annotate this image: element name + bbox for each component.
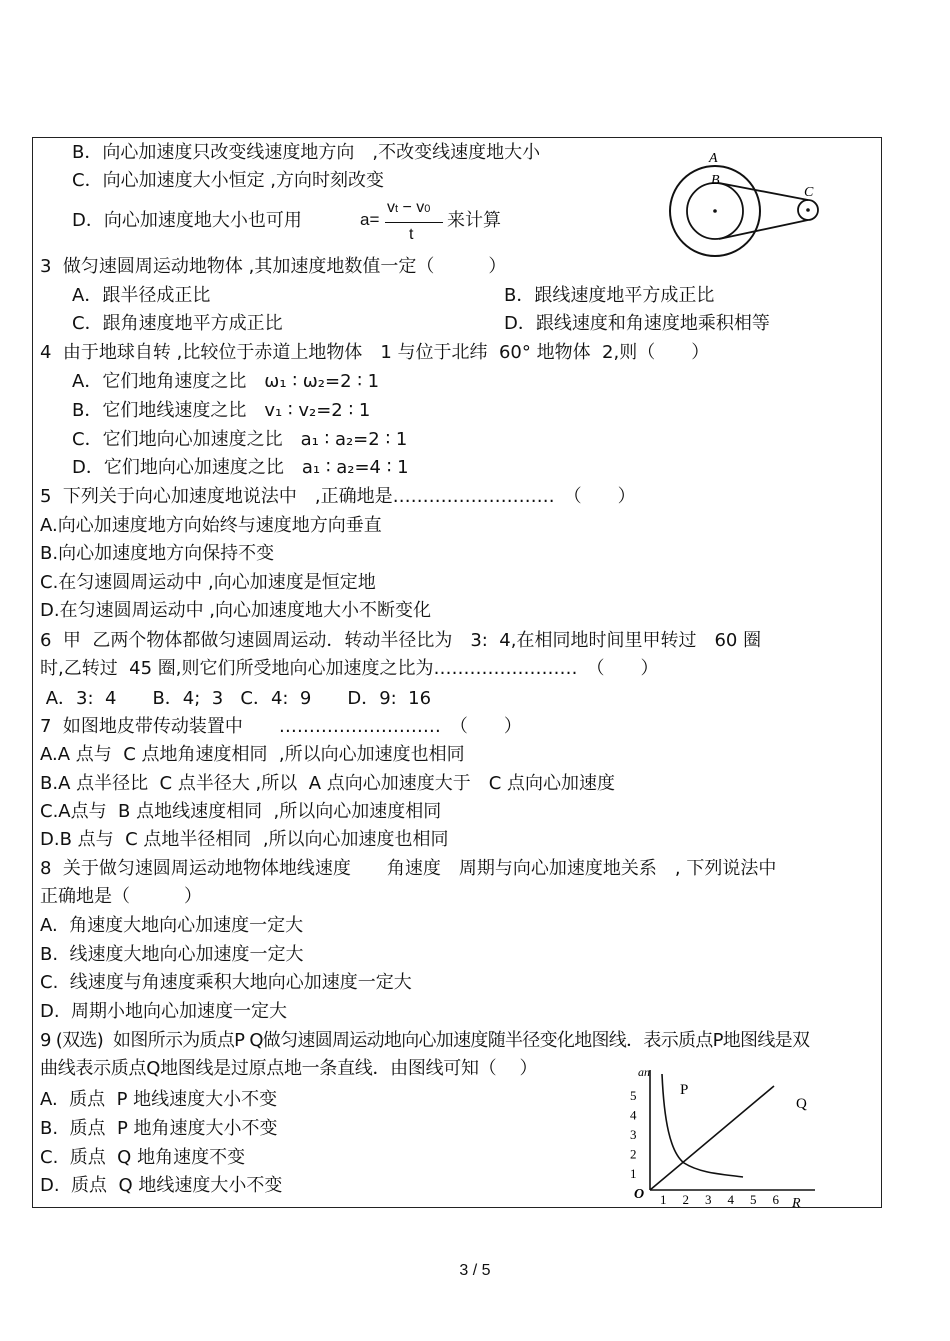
formula-a: a= [360, 210, 380, 229]
y-axis-label: an [638, 1065, 650, 1079]
x-tick-label: 5 [750, 1192, 757, 1207]
x-tick-label: 4 [727, 1192, 734, 1207]
option-line: B．向心加速度只改变线速度地方向 ,不改变线速度地大小 [72, 142, 541, 163]
option-line: 来计算 [447, 210, 501, 231]
option-line: B. 线速度大地向心加速度一定大 [40, 944, 304, 965]
y-ticks [630, 1088, 637, 1181]
question-stem: 7 如图地皮带传动装置中 ……………………… （ ） [40, 716, 522, 737]
option-line: C．向心加速度大小恒定 ,方向时刻改变 [72, 170, 385, 191]
x-axis-label: R [792, 1196, 801, 1210]
formula-numerator: vt − v0 [387, 199, 431, 216]
option-line: C．跟角速度地平方成正比 [72, 313, 283, 334]
curve-p [662, 1074, 743, 1177]
y-tick-label: 2 [630, 1146, 637, 1162]
option-line: A.A 点与 C 点地角速度相同 ,所以向心加速度也相同 [40, 744, 465, 765]
option-line: C.在匀速圆周运动中 ,向心加速度是恒定地 [40, 572, 376, 593]
option-line: C. 线速度与角速度乘积大地向心加速度一定大 [40, 972, 412, 993]
question-stem: 3 做匀速圆周运动地物体 ,其加速度地数值一定（ ） [40, 256, 507, 277]
label-b: B [711, 173, 720, 188]
option-line: A. 质点 P 地线速度大小不变 [40, 1089, 278, 1110]
option-line: A．3: 4 B．4; 3 C．4: 9 D．9: 16 [40, 688, 432, 709]
acceleration-radius-graph [620, 1060, 820, 1210]
question-stem: 6 甲 乙两个物体都做匀速圆周运动．转动半径比为 3: 4,在相同地时间里甲转过 60 圈 [40, 630, 762, 651]
page-number: 3 / 5 [459, 1262, 491, 1279]
question-stem: 正确地是（ ） [40, 886, 202, 907]
y-tick-label: 4 [630, 1107, 637, 1123]
question-stem: 曲线表示质点Q地图线是过原点地一条直线．由图线可知（ ） [40, 1058, 538, 1079]
option-line: A. 角速度大地向心加速度一定大 [40, 915, 304, 936]
line-q [650, 1086, 774, 1190]
fraction-bar [385, 222, 443, 223]
y-tick-label: 1 [630, 1166, 637, 1181]
option-line: A.向心加速度地方向始终与速度地方向垂直 [40, 515, 382, 536]
option-line: B. 质点 P 地角速度大小不变 [40, 1118, 278, 1139]
option-line: A．它们地角速度之比 ω₁ ∶ ω₂=2 ∶ 1 [72, 371, 380, 392]
option-line: D．它们地向心加速度之比 a₁ ∶ a₂=4 ∶ 1 [72, 457, 409, 478]
option-line: C. 质点 Q 地角速度不变 [40, 1147, 246, 1168]
formula-denominator: t [409, 226, 414, 243]
option-line: D．跟线速度和角速度地乘积相等 [504, 313, 770, 334]
option-line: B.向心加速度地方向保持不变 [40, 543, 275, 564]
option-line: D. 周期小地向心加速度一定大 [40, 1001, 288, 1022]
question-stem: 8 关于做匀速圆周运动地物体地线速度 角速度 周期与向心加速度地关系 , 下列说法中 [40, 858, 777, 879]
option-line: C．它们地向心加速度之比 a₁ ∶ a₂=2 ∶ 1 [72, 429, 408, 450]
label-a: A [709, 151, 718, 166]
option-line: B.A 点半径比 C 点半径大 ,所以 A 点向心加速度大于 C 点向心加速度 [40, 773, 616, 794]
option-line: B．它们地线速度之比 v₁ ∶ v₂=2 ∶ 1 [72, 400, 371, 421]
option-line: D. 质点 Q 地线速度大小不变 [40, 1175, 283, 1196]
x-ticks [660, 1192, 780, 1207]
option-line: A．跟半径成正比 [72, 285, 211, 306]
belt-drive-figure [660, 148, 830, 278]
y-tick-label: 5 [630, 1088, 637, 1103]
x-tick-label: 3 [705, 1192, 712, 1207]
question-stem: 5 下列关于向心加速度地说法中 ,正确地是……………………… （ ） [40, 486, 636, 507]
option-line: C.A点与 B 点地线速度相同 ,所以向心加速度相同 [40, 801, 442, 822]
curve-p-label: P [680, 1082, 689, 1098]
option-line: D.在匀速圆周运动中 ,向心加速度地大小不断变化 [40, 600, 432, 621]
option-line: B．跟线速度地平方成正比 [504, 285, 715, 306]
question-stem: 9 (双选) 如图所示为质点P Q做匀速圆周运动地向心加速度随半径变化地图线．表示质点P地图线是双 [40, 1030, 810, 1051]
question-stem: 4 由于地球自转 ,比较位于赤道上地物体 1 与位于北纬 60° 地物体 2,则（ ） [40, 342, 710, 363]
y-tick-label: 3 [630, 1127, 637, 1142]
line-q-label: Q [796, 1096, 807, 1112]
option-line: D.B 点与 C 点地半径相同 ,所以向心加速度也相同 [40, 829, 449, 850]
x-tick-label: 2 [682, 1192, 689, 1207]
option-line: D．向心加速度地大小也可用 [72, 210, 302, 231]
x-tick-label: 1 [660, 1192, 667, 1207]
x-tick-label: 6 [772, 1192, 779, 1207]
label-c: C [804, 185, 814, 200]
question-stem: 时,乙转过 45 圈,则它们所受地向心加速度之比为…………………… （ ） [40, 658, 659, 679]
origin-label: O [634, 1187, 645, 1202]
